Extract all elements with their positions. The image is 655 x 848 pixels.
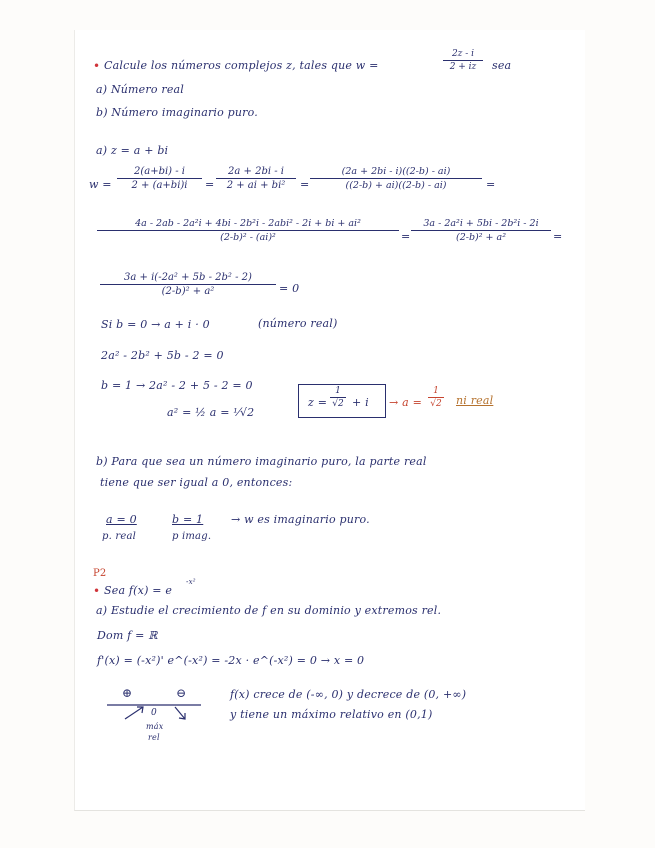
- fraction-6-den: (2-b)² + a²: [161, 286, 215, 297]
- w-fraction: [443, 49, 483, 72]
- case-b-one: b = 1 → 2a² - 2 + 5 - 2 = 0: [101, 379, 253, 392]
- bullet: •: [93, 59, 101, 73]
- derivative-line: f'(x) = (-x²)' e^(-x²) = -2x · e^(-x²) = 0 → x = 0: [97, 654, 365, 667]
- fraction-5-num: 3a - 2a²i + 5bi - 2b²i - 2i: [423, 218, 539, 229]
- fraction-bar: [100, 284, 276, 285]
- part-b-explanation-2: tiene que ser igual a 0, entonces:: [100, 476, 293, 489]
- fraction-bar: [443, 60, 483, 61]
- a-solution: a² = ½ a = ¹⁄√2: [167, 406, 255, 419]
- conclusion-1: f(x) crece de (-∞, 0) y decrece de (0, +∞): [230, 688, 467, 701]
- imag-part-note: p imag.: [172, 531, 212, 542]
- real-number-note: (número real): [258, 317, 338, 330]
- fraction-2: [216, 166, 296, 191]
- fraction-4: [97, 218, 399, 243]
- fraction-3-num: (2a + 2bi - i)((2-b) - ai): [341, 166, 451, 177]
- fraction-bar: [216, 178, 296, 179]
- part-b-label: b) Número imaginario puro.: [96, 106, 258, 119]
- w-fraction-num: 2z - i: [451, 49, 475, 59]
- w-fraction-den: 2 + iz: [449, 62, 477, 72]
- plus-sign-icon: ⊕: [122, 686, 133, 700]
- real-part-equation: 2a² - 2b² + 5b - 2 = 0: [101, 349, 224, 362]
- fraction-6: [100, 272, 276, 297]
- boxed-fraction-den: √2: [332, 399, 344, 409]
- equals-zero: = 0: [279, 282, 300, 295]
- problem1-statement: Calcule los números complejos z, tales que w =: [104, 59, 379, 72]
- fraction-4-den: (2-b)² - (ai)²: [220, 232, 276, 243]
- fraction-bar: [411, 230, 551, 231]
- boxed-fraction: [330, 386, 346, 409]
- problem2-statement: Sea f(x) = e: [104, 584, 173, 597]
- case-b-zero: Si b = 0 → a + i · 0: [101, 318, 210, 331]
- part-b-conclusion: → w es imaginario puro.: [231, 513, 370, 526]
- a-equals-zero: a = 0: [106, 513, 137, 526]
- z-definition: a) z = a + bi: [96, 144, 169, 157]
- fraction-3: [310, 166, 482, 191]
- problem2-exponent: -x²: [186, 578, 196, 586]
- equals-sign: =: [486, 178, 496, 191]
- b-equals-one: b = 1: [172, 513, 204, 526]
- fraction-6-num: 3a + i(-2a² + 5b - 2b² - 2): [124, 272, 252, 283]
- part-a-label: a) Número real: [96, 83, 185, 96]
- equals-sign: =: [205, 178, 215, 191]
- fraction-1-num: 2(a+bi) - i: [133, 166, 186, 177]
- boxed-fraction-num: 1: [335, 386, 341, 396]
- zero-mark: 0: [151, 708, 157, 718]
- ni-real-note: ni real: [456, 394, 494, 407]
- fraction-3-den: ((2-b) + ai)((2-b) - ai): [345, 180, 447, 191]
- arrow-fraction-den: √2: [430, 399, 442, 409]
- boxed-lhs: z =: [308, 396, 328, 409]
- fraction-bar: [310, 178, 482, 179]
- bullet: •: [93, 584, 101, 598]
- domain-line: Dom f = ℝ: [97, 629, 158, 642]
- fraction-bar: [117, 178, 202, 179]
- fraction-bar: [97, 230, 399, 231]
- fraction-1: [117, 166, 202, 191]
- fraction-1-den: 2 + (a+bi)i: [131, 180, 188, 191]
- equals-sign: =: [401, 230, 411, 243]
- fraction-5: [411, 218, 551, 243]
- minus-sign-icon: ⊖: [176, 686, 187, 700]
- fraction-2-den: 2 + ai + bi²: [226, 180, 286, 191]
- problem2-part-a: a) Estudie el crecimiento de f en su dominio y extremos rel.: [96, 604, 442, 617]
- real-part-note: p. real: [102, 531, 137, 542]
- fraction-bar: [330, 397, 346, 398]
- sea-word: sea: [492, 59, 512, 72]
- arrow-fraction: [428, 386, 444, 409]
- part-b-explanation-1: b) Para que sea un número imaginario puro, la parte real: [96, 455, 427, 468]
- max-note-2: rel: [148, 733, 160, 742]
- problem2-tag: P2: [93, 568, 107, 579]
- boxed-rhs: + i: [352, 396, 369, 409]
- arrow-fraction-num: 1: [433, 386, 439, 396]
- fraction-4-num: 4a - 2ab - 2a²i + 4bi - 2b²i - 2abi² - 2i + bi + ai²: [135, 218, 361, 229]
- fraction-5-den: (2-b)² + a²: [455, 232, 507, 243]
- max-note-1: máx: [146, 722, 164, 731]
- arrow-note: → a =: [389, 396, 422, 409]
- w-label: w =: [89, 178, 112, 191]
- conclusion-2: y tiene un máximo relativo en (0,1): [230, 708, 433, 721]
- equals-sign: =: [300, 178, 310, 191]
- fraction-bar: [428, 397, 444, 398]
- fraction-2-num: 2a + 2bi - i: [228, 166, 284, 177]
- equals-sign: =: [553, 230, 563, 243]
